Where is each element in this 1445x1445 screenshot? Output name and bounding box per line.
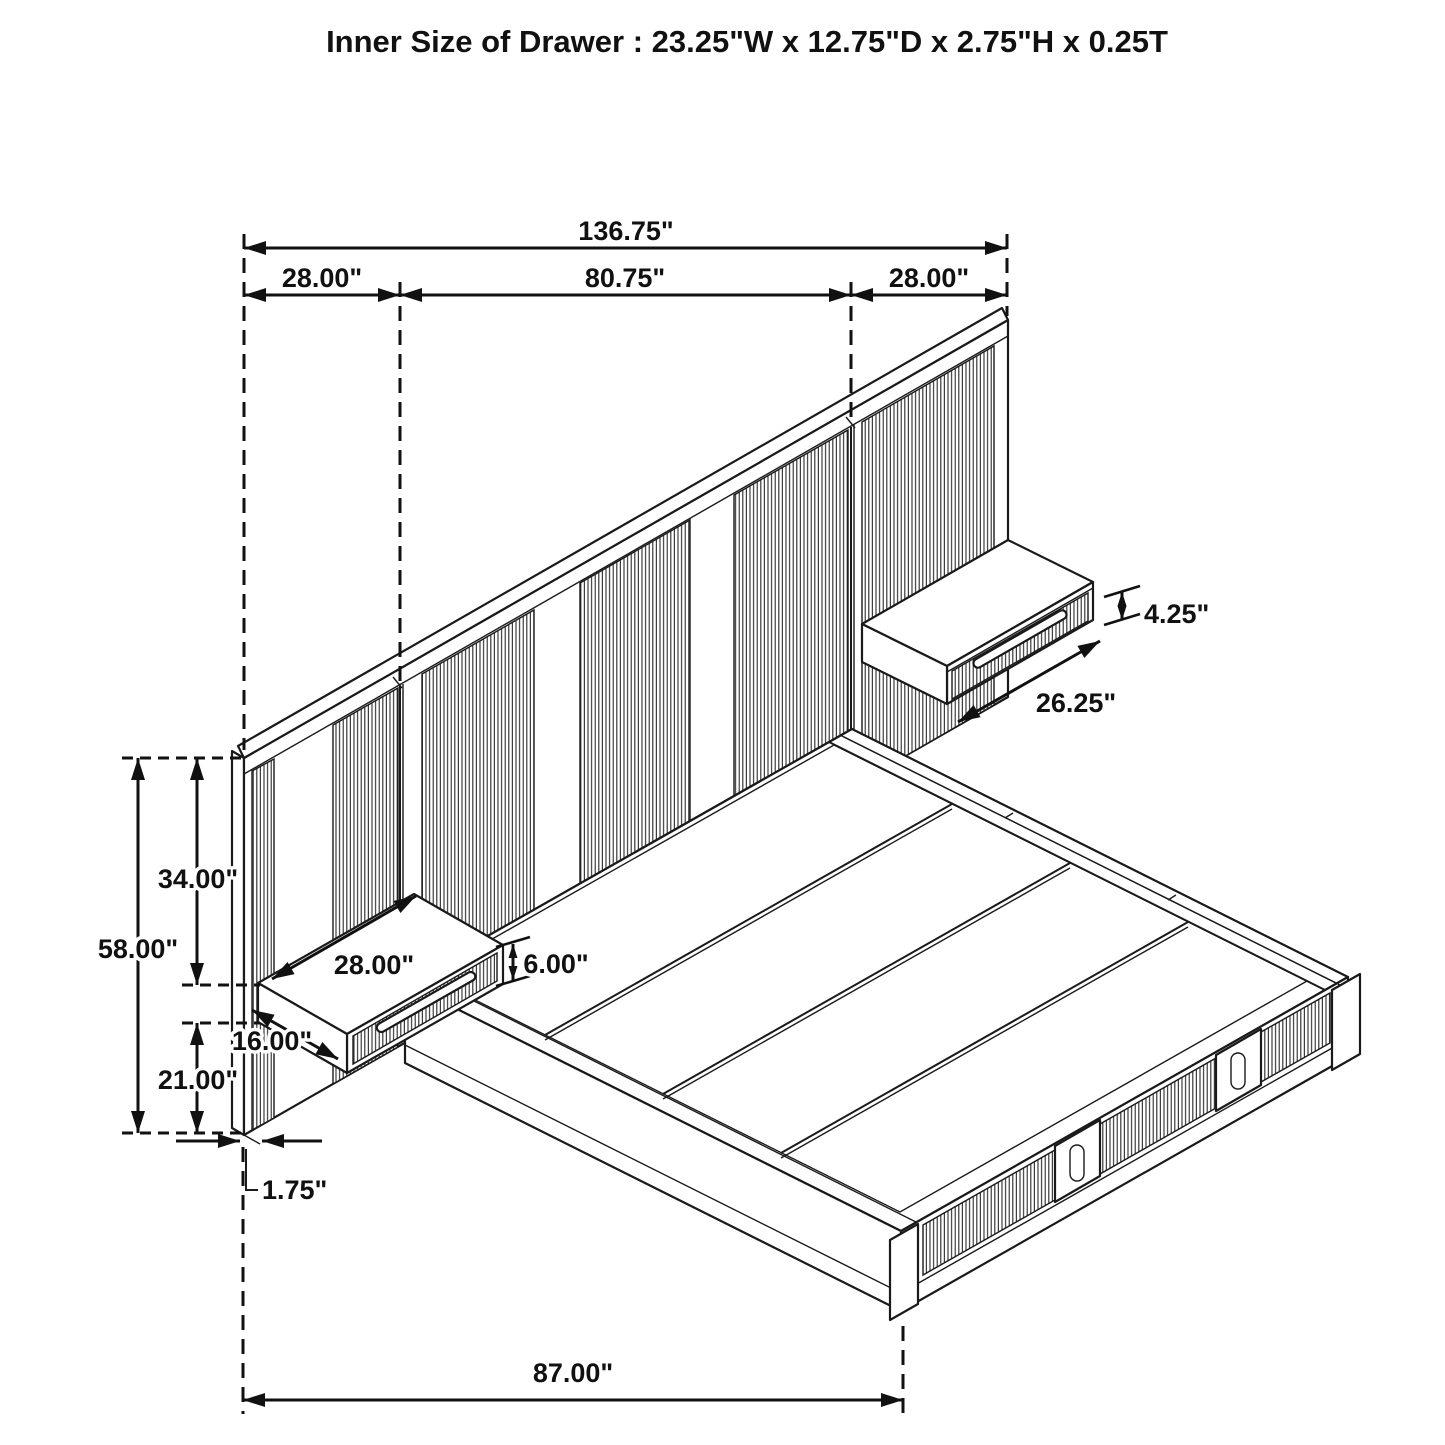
dim-label-overall-height: 58.00"	[97, 934, 179, 964]
dim-left-panel-width	[244, 263, 400, 295]
dim-label-panel-thickness: 1.75"	[262, 1175, 328, 1205]
dim-center-panel-width	[400, 263, 851, 295]
dim-label-center-panel-width: 80.75"	[584, 263, 666, 293]
dim-lower-height	[158, 1023, 238, 1133]
page-title: Inner Size of Drawer : 23.25"W x 12.75"D x 2.75"H x 0.25T	[326, 24, 1168, 59]
foot-corner-post-left	[890, 1224, 918, 1320]
dim-right-panel-width	[851, 263, 1007, 295]
dim-label-overall-width: 136.75"	[578, 216, 674, 246]
dim-label-lower-height: 21.00"	[157, 1065, 239, 1095]
dim-label-left-panel-width: 28.00"	[281, 263, 363, 293]
wall-flute-band	[252, 759, 274, 1130]
dim-label-right-panel-width: 28.00"	[888, 263, 970, 293]
dim-label-right-nightstand-height: 4.25"	[1144, 599, 1210, 629]
dim-label-headboard-upper-height: 34.00"	[157, 864, 239, 894]
dim-right-nightstand-height	[1104, 586, 1209, 629]
dim-label-left-nightstand-height: 6.00"	[523, 949, 589, 979]
dim-label-right-nightstand-width: 26.25"	[1035, 688, 1117, 718]
foot-corner-post-right	[1332, 974, 1360, 1070]
dim-overall-width	[244, 216, 1007, 248]
dim-label-left-nightstand-depth: 16.00"	[231, 1026, 313, 1056]
dim-label-left-nightstand-width: 28.00"	[333, 950, 415, 980]
dim-label-bed-depth: 87.00"	[532, 1358, 614, 1388]
dim-panel-thickness	[176, 1141, 327, 1205]
